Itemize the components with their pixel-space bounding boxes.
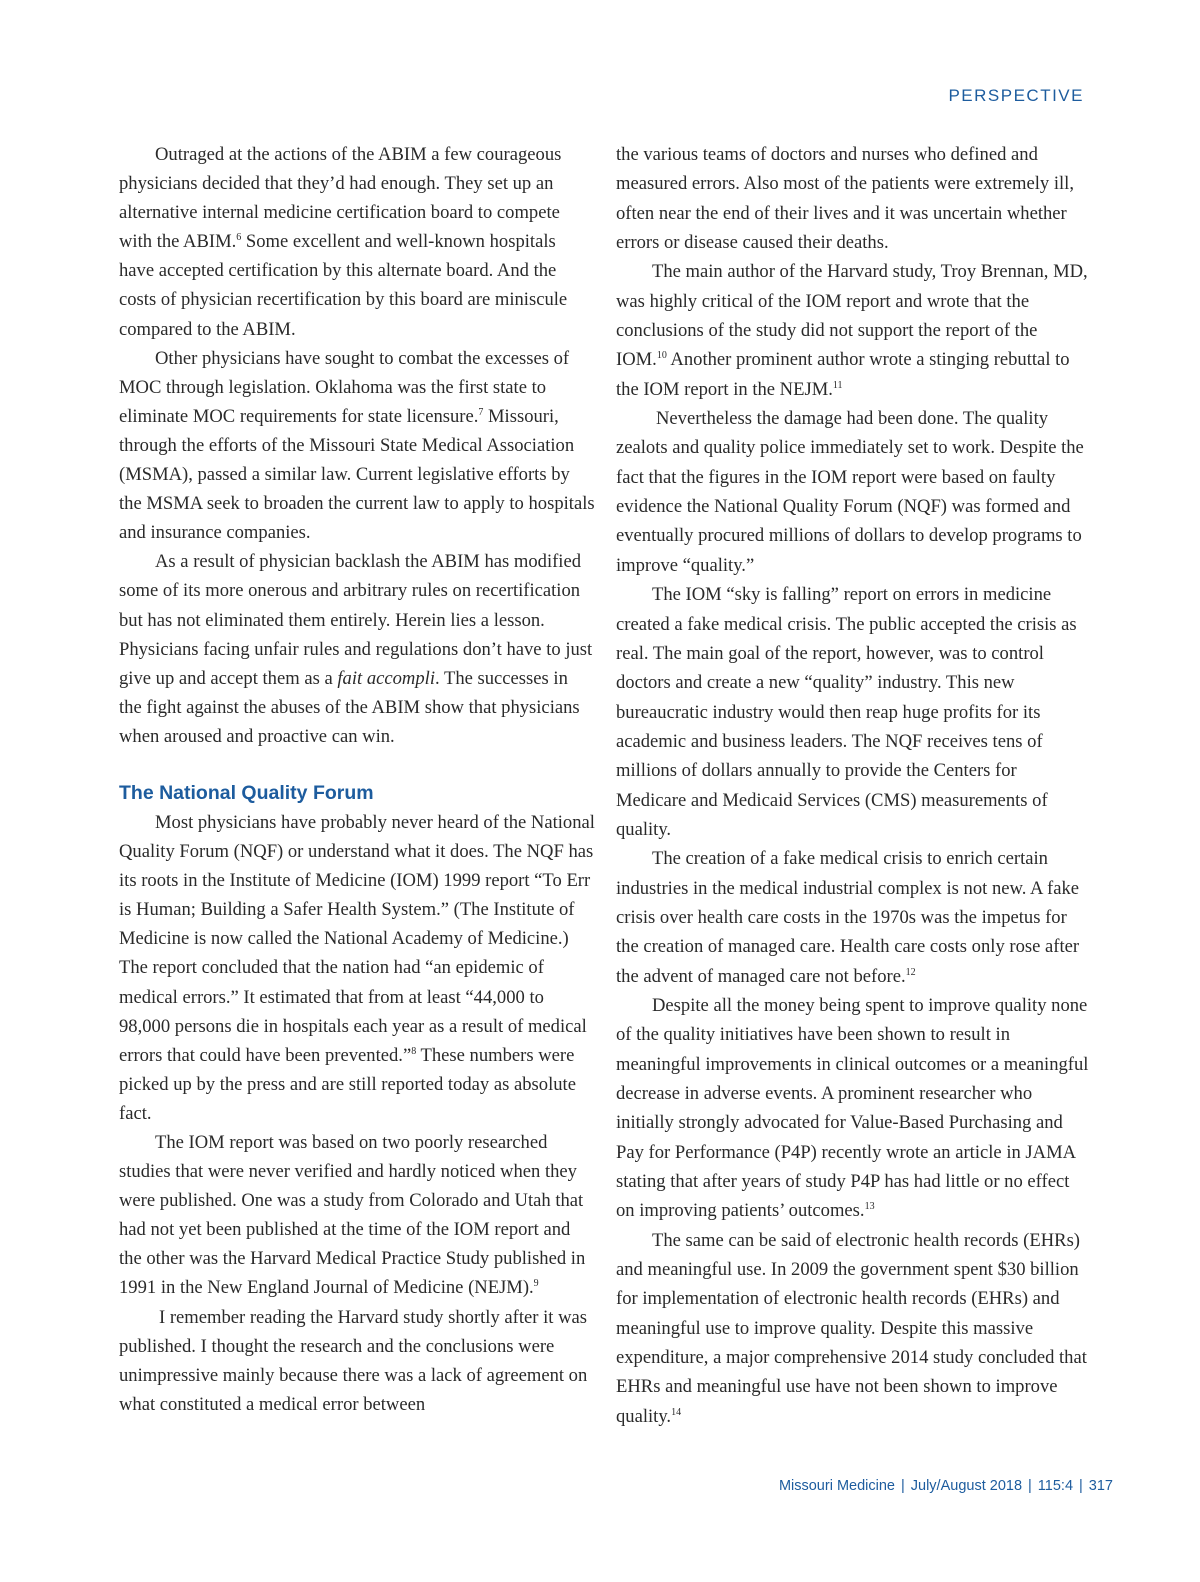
left-column xyxy=(119,140,595,1419)
paragraph xyxy=(616,580,1090,844)
section-label: PERSPECTIVE xyxy=(948,86,1084,105)
paragraph xyxy=(119,1128,595,1303)
paragraph-text: As a result of physician backlash the ABIM has modified some of its more onerous and arbitrary rules on recertification but has not eliminated them entirely. Herein lies a lesson. Physicians facing unfair rules and regulations don’t have to just give up and accept them as a xyxy=(119,551,593,689)
paragraph-text: Some excellent and well-known hospitals have accepted certification by this alternate board. And the costs of physician recertification by this board are miniscule compared to the ABIM. xyxy=(119,231,568,340)
paragraph-text: Most physicians have probably never heard of the National Quality Forum (NQF) or understand what it does. The NQF has its roots in the Institute of Medicine (IOM) 1999 report “To Err is Human; Building a Safer Health System.” (The Institute of Medicine is now called the National Academy of Medicine.) The report concluded that the nation had “an epidemic of medical errors.” It estimated that from at least “44,000 to 98,000 persons die in hospitals each year as a result of medical errors that could have been prevented.” xyxy=(119,811,595,1066)
page-number: 317 xyxy=(1088,1478,1113,1494)
paragraph xyxy=(616,991,1090,1226)
reference-marker: 7 xyxy=(478,406,484,418)
reference-marker: 11 xyxy=(832,379,843,391)
paragraph-text: Outraged at the actions of the ABIM a few courageous physicians decided that they’d had enough. They set up an alternative internal medicine certification board to compete with the ABIM. xyxy=(119,144,562,253)
paragraph xyxy=(119,140,595,344)
reference-marker: 8 xyxy=(411,1045,417,1057)
reference-marker: 6 xyxy=(236,232,242,244)
paragraph xyxy=(616,140,1090,257)
right-column xyxy=(616,140,1090,1431)
paragraph xyxy=(119,547,595,751)
paragraph-text: . The successes in the fight against the abuses of the ABIM show that physicians when aroused and proactive can win. xyxy=(119,667,580,747)
footer-separator: | xyxy=(900,1478,905,1494)
paragraph xyxy=(119,808,595,1128)
paragraph-text: The main author of the Harvard study, Troy Brennan, MD, was highly critical of the IOM report and wrote that the conclusions of the study did not support the report of the IOM. xyxy=(616,261,1088,371)
reference-marker: 9 xyxy=(533,1278,539,1290)
page-footer xyxy=(779,1478,1113,1494)
paragraph-text: Nevertheless the damage had been done. The quality zealots and quality police immediately set to work. Despite the fact that the figures in the IOM report were based on faulty evidence the National Quality Forum (NQF) was formed and eventually procured millions of dollars to develop programs to improve “quality.” xyxy=(616,408,1084,576)
paragraph-text: Other physicians have sought to combat the excesses of MOC through legislation. Oklahoma was the first state to eliminate MOC requirements for state licensure. xyxy=(119,347,570,427)
paragraph-text: the various teams of doctors and nurses who defined and measured errors. Also most of the patients were extremely ill, often near the end of their lives and it was uncertain whether errors or disease caused their deaths. xyxy=(616,144,1074,254)
paragraph xyxy=(616,844,1090,991)
reference-marker: 13 xyxy=(864,1201,875,1213)
paragraph-text: I remember reading the Harvard study shortly after it was published. I thought the research and the conclusions were unimpressive mainly because there was a lack of agreement on what constituted a medical error between xyxy=(119,1306,588,1415)
footer-separator: | xyxy=(1028,1478,1032,1494)
italic-term: fait accompli xyxy=(337,667,435,689)
paragraph xyxy=(616,1226,1090,1431)
paragraph-text: The IOM report was based on two poorly researched studies that were never verified and hardly noticed when they were published. One was a study from Colorado and Utah that had not yet been published at the time of the IOM report and the other was the Harvard Medical Practice Study published in 1991 in the New England Journal of Medicine (NEJM). xyxy=(119,1132,586,1299)
paragraph-text: Despite all the money being spent to improve quality none of the quality initiatives have been shown to result in meaningful improvements in clinical outcomes or a meaningful decrease in adverse events. A prominent researcher who initially strongly advocated for Value-Based Purchasing and Pay for Performance (P4P) recently wrote an article in JAMA stating that after years of study P4P has had little or no effect on improving patients’ outcomes. xyxy=(616,994,1089,1222)
paragraph xyxy=(616,257,1090,404)
volume-number: 115:4 xyxy=(1037,1478,1074,1494)
paragraph-text: The same can be said of electronic health records (EHRs) and meaningful use. In 2009 the government spent $30 billion for implementation of electronic health records (EHRs) and meaningful use to improve quality. Despite this massive expenditure, a major comprehensive 2014 study concluded that EHRs and meaningful use have not been shown to improve quality. xyxy=(616,1229,1087,1427)
reference-marker: 12 xyxy=(905,966,916,978)
paragraph xyxy=(119,1303,595,1419)
paragraph-text: These numbers were picked up by the press and are still reported today as absolute fact. xyxy=(119,1044,576,1124)
issue-date: July/August 2018 xyxy=(910,1478,1023,1494)
paragraph xyxy=(119,344,595,548)
section-heading: The National Quality Forum xyxy=(119,781,374,804)
reference-marker: 14 xyxy=(671,1406,682,1418)
footer-separator: | xyxy=(1079,1478,1083,1494)
reference-marker: 10 xyxy=(656,350,667,362)
paragraph-text: The IOM “sky is falling” report on errors in medicine created a fake medical crisis. The public accepted the crisis as real. The main goal of the report, however, was to control doctors and create a new “quality” industry. This new bureaucratic industry would then reap huge profits for its academic and business leaders. The NQF receives tens of millions of dollars annually to provide the Centers for Medicare and Medicaid Services (CMS) measurements of quality. xyxy=(616,584,1077,840)
paragraph-text: Missouri, through the efforts of the Missouri State Medical Association (MSMA), passed a similar law. Current legislative efforts by the MSMA seek to broaden the current law to apply to hospitals and insurance companies. xyxy=(119,405,595,544)
journal-name: Missouri Medicine xyxy=(778,1478,895,1494)
paragraph-text: Another prominent author wrote a stinging rebuttal to the IOM report in the NEJM. xyxy=(616,349,1070,400)
paragraph xyxy=(616,404,1090,580)
paragraph-text: The creation of a fake medical crisis to enrich certain industries in the medical industrial complex is not new. A fake crisis over health care costs in the 1970s was the impetus for the creation of managed care. Health care costs only rose after the advent of managed care not before. xyxy=(616,848,1080,987)
